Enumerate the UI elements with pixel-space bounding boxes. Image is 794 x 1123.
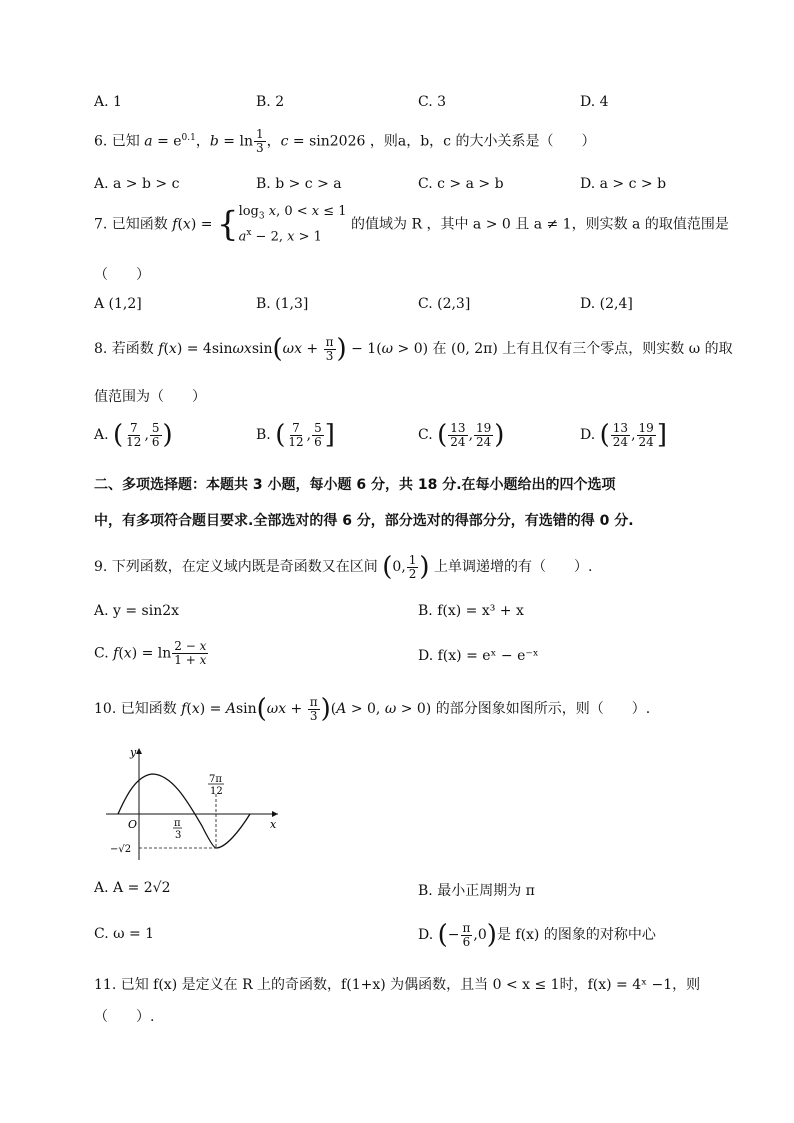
q5-options (94, 94, 734, 110)
q10-options-cd (94, 920, 734, 950)
q7-option-d: D. (2,4] (580, 296, 633, 312)
q11-line1: 11. 已知 f(x) 是定义在 R 上的奇函数，f(1+x) 为偶函数，且当 0 < x ≤ 1时，f(x) = 4ˣ −1，则 (94, 977, 701, 993)
y-label: y (130, 746, 137, 759)
x-axis-arrow (272, 811, 278, 817)
q9-options-ab (94, 603, 734, 619)
pi712-den: 12 (210, 786, 223, 797)
q9-option-a: A. y = sin2x (94, 603, 180, 619)
q6-option-b: B. b > c > a (256, 176, 342, 192)
q5-option-b: B. 2 (256, 94, 285, 110)
q5-option-a: A. 1 (94, 94, 122, 110)
q8-option-a: A. ( $\frac{7}{12}$ , $\frac{5}{6}$ ) (94, 420, 173, 450)
q8-stem: 8. 若函数 f(x) = 4sinωxsin(ωx + $\frac{\pi}{3}$ ) − 1(ω > 0) 在 (0, 2π) 上有且仅有三个零点，则实数 ω 的取 (94, 334, 733, 364)
q7-option-a: A (1,2] (94, 296, 142, 312)
q8-line2: 值范围为（ ） (94, 389, 206, 405)
section2-line1: 二、多项选择题：本题共 3 小题，每小题 6 分，共 18 分.在每小题给出的四个选项 (94, 477, 616, 493)
q10-stem: 10. 已知函数 f(x) = Asin(ωx + $\frac{\pi}{3}$ )(A > 0, ω > 0) 的部分图象如图所示，则（ ）. (94, 694, 651, 724)
q10-option-d: D. (− $\frac{\pi}{6}$ ,0)是 f(x) 的图象的对称中心 (418, 920, 656, 950)
sine-curve (118, 774, 250, 848)
q10-option-a: A. A = 2√2 (94, 880, 171, 896)
q7-stem-end: 的值域为 R ，其中 a > 0 且 a ≠ 1，则实数 a 的取值范围是 (351, 216, 729, 233)
q7-options (94, 296, 734, 312)
q10-options-ab (94, 880, 734, 900)
q8-stem-end: 在 (0, 2π) 上有且仅有三个零点，则实数 ω 的取 (432, 341, 733, 357)
q8-option-b: B. ( $\frac{7}{12}$ , $\frac{5}{6}$ ] (256, 420, 335, 450)
q8-number: 8. 若函数 (94, 341, 154, 357)
q9-stem-end: 上单调递增的有（ ）. (434, 559, 593, 575)
q10-option-b: B. 最小正周期为 π (418, 883, 535, 899)
y-axis-arrow (136, 748, 142, 754)
q10-option-d-text: 是 f(x) 的图象的对称中心 (496, 927, 656, 943)
neg-sqrt2-label: −√2 (110, 844, 132, 855)
q7-option-b: B. (1,3] (256, 296, 309, 312)
q6-number: 6. 已知 (94, 133, 140, 150)
q6-option-c: C. c > a > b (418, 176, 504, 192)
q6-options (94, 176, 734, 192)
q9-option-b: B. f(x) = x³ + x (418, 603, 524, 619)
q6-stem: 6. 已知 $a = e^{0.1}$，b = ln $\frac{1}{3}$ ，c = sin2026 ，则a，b，c 的大小关系是（ ） (94, 127, 596, 155)
q9-number: 9. 下列函数，在定义域内既是奇函数又在区间 (94, 559, 378, 575)
q7-stem: 7. 已知函数 f(x) = { $\log_3 x$, 0 < x ≤ 1 $a^x - 2$, x > 1 的值域为 R ，其中 a > 0 且 a ≠ 1，则实数 a 的取值范围是 (94, 204, 729, 245)
q10-stem-end: 的部分图象如图所示，则（ ）. (435, 701, 651, 717)
q6-option-a: A. a > b > c (94, 176, 180, 192)
q9-option-c: C. f(x) = ln $\frac{2 - x}{1 + x}$ (94, 639, 207, 667)
q7-paren: （ ） (94, 267, 150, 283)
q9-options-cd (94, 640, 734, 667)
q7-number: 7. 已知函数 (94, 216, 168, 233)
origin-label: O (128, 818, 138, 831)
q10-option-c: C. ω = 1 (94, 926, 155, 942)
q9-stem: 9. 下列函数，在定义域内既是奇函数又在区间 (0, $\frac{1}{2}$ ) 上单调递增的有（ ）. (94, 552, 593, 582)
q10-graph (102, 744, 282, 864)
section2-line2: 中，有多项符合题目要求.全部选对的得 6 分，部分选对的得部分分，有选错的得 0 分. (94, 513, 634, 529)
q9-option-d: D. f(x) = eˣ − e⁻ˣ (418, 648, 539, 664)
q10-number: 10. 已知函数 (94, 701, 177, 717)
x-label: x (270, 818, 277, 831)
q8-options (94, 420, 734, 450)
q8-option-d: D. ( $\frac{13}{24}$ , $\frac{19}{24}$ ] (580, 420, 667, 450)
q6-option-d: D. a > c > b (580, 176, 667, 192)
pi3-num: π (174, 818, 181, 829)
q11-line2: （ ）. (94, 1009, 155, 1025)
pi3-den: 3 (175, 830, 182, 841)
pi712-num: 7π (209, 774, 222, 785)
q5-option-c: C. 3 (418, 94, 447, 110)
q8-option-c: C. ( $\frac{13}{24}$ , $\frac{19}{24}$ ) (418, 420, 505, 450)
q7-option-c: C. (2,3] (418, 296, 471, 312)
q6-stem-end: ，则a，b，c 的大小关系是（ ） (369, 133, 596, 150)
q5-option-d: D. 4 (580, 94, 609, 110)
